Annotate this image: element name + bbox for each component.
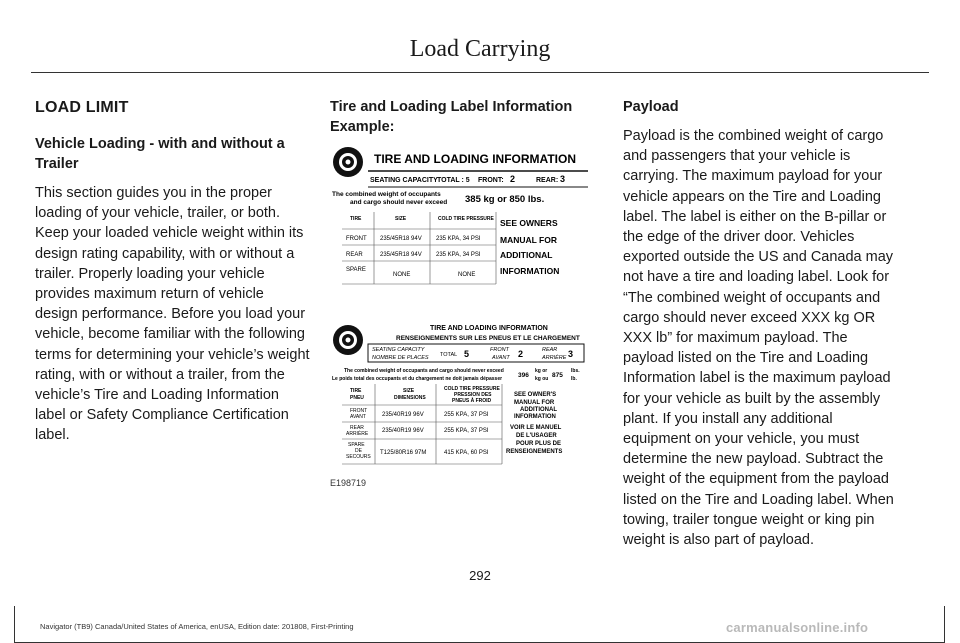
label-ca-col-pressure-1: COLD TIRE PRESSURE xyxy=(444,386,500,392)
label-ca-col-size-fr: DIMENSIONS xyxy=(394,395,426,401)
label-ca-row-front-pressure: 255 KPA, 37 PSI xyxy=(444,412,489,418)
tire-loading-label-us-graphic xyxy=(330,140,592,288)
label-us-row-spare-size: NONE xyxy=(393,272,411,278)
label-us-see-owners-4: INFORMATION xyxy=(500,266,560,276)
edition-footer: Navigator (TB9) Canada/United States of America, enUSA, Edition date: 201808, First-Printing xyxy=(40,622,354,631)
label-us-see-owners-3: ADDITIONAL xyxy=(500,250,553,260)
label-ca-rear-en: REAR xyxy=(542,347,558,353)
column-payload xyxy=(623,97,898,550)
label-ca-row-spare-fr: SECOURS xyxy=(346,454,371,460)
label-ca-see-owners-5: VOIR LE MANUEL xyxy=(510,425,562,431)
tire-loading-label-ca-graphic xyxy=(330,318,592,468)
label-ca-row-rear-fr: ARRIÈRE xyxy=(346,431,369,437)
footer-left-bar xyxy=(14,606,15,643)
label-ca-front-en: FRONT xyxy=(490,347,509,353)
label-ca-front-fr: AVANT xyxy=(492,355,510,361)
label-us-row-rear-tire: REAR xyxy=(346,252,363,258)
label-ca-kg-unit: kg or xyxy=(535,368,548,374)
label-ca-combined-en: The combined weight of occupants and cargo should never exceed xyxy=(344,368,504,374)
label-ca-rear-value: 3 xyxy=(568,349,574,359)
label-ca-kg-value: 396 xyxy=(518,372,529,379)
label-ca-row-spare-en: SPARE xyxy=(348,442,365,448)
column-load-limit xyxy=(35,97,310,446)
label-ca-see-owners-8: RENSEIGNEMENTS xyxy=(506,449,563,455)
label-ca-front-value: 2 xyxy=(518,349,524,359)
label-us-row-front-tire: FRONT xyxy=(346,236,367,242)
header-rule xyxy=(31,72,929,73)
footer-right-bar xyxy=(944,606,945,643)
label-ca-row-rear-en: REAR xyxy=(350,425,364,431)
label-us-combined-2: and cargo should never exceed xyxy=(350,199,448,206)
label-ca-title: TIRE AND LOADING INFORMATION xyxy=(430,325,548,332)
label-us-row-front-size: 235/45R18 94V xyxy=(380,236,422,242)
tire-icon xyxy=(333,147,363,177)
subsection-heading: Vehicle Loading - with and without a Trailer xyxy=(35,136,285,172)
label-us-row-spare-pressure: NONE xyxy=(458,272,476,278)
label-ca-row-front-fr: AVANT xyxy=(350,414,366,420)
section-heading: LOAD LIMIT xyxy=(35,99,129,116)
label-ca-col-tire-fr: PNEU xyxy=(350,395,364,401)
label-ca-row-spare-mid: DE xyxy=(355,448,362,454)
label-us-see-owners-2: MANUAL FOR xyxy=(500,235,557,245)
label-ca-combined-fr: Le poids total des occupants et du chargement ne doit jamais dépasser xyxy=(332,376,503,382)
label-ca-lb-unit-fr: lb. xyxy=(571,376,577,382)
image-id: E198719 xyxy=(330,478,367,488)
tire-icon xyxy=(333,325,363,355)
label-us-front-value: 2 xyxy=(510,174,516,184)
label-ca-kg-unit-fr: kg ou xyxy=(535,376,549,382)
label-ca-row-spare-pressure: 415 KPA, 60 PSI xyxy=(444,450,489,456)
label-us-combined-1: The combined weight of occupants xyxy=(332,191,441,198)
label-us-row-spare-tire: SPARE xyxy=(346,267,366,273)
label-ca-see-owners-1: SEE OWNER'S xyxy=(514,392,557,398)
label-us-row-front-pressure: 235 KPA, 34 PSI xyxy=(436,236,481,242)
label-us-weight: 385 kg or 850 lbs. xyxy=(465,194,545,205)
label-ca-see-owners-2: MANUAL FOR xyxy=(514,400,555,406)
label-ca-row-rear-pressure: 255 KPA, 37 PSI xyxy=(444,428,489,434)
label-ca-see-owners-4: INFORMATION xyxy=(514,414,556,420)
page-header-title: Load Carrying xyxy=(409,36,551,62)
label-us-front: FRONT: xyxy=(478,177,504,184)
label-ca-see-owners-7: POUR PLUS DE xyxy=(516,441,562,447)
label-us-col-pressure: COLD TIRE PRESSURE xyxy=(438,216,494,222)
label-ca-see-owners-6: DE L'USAGER xyxy=(516,433,557,439)
label-ca-total-value: 5 xyxy=(464,349,470,359)
label-us-col-size: SIZE xyxy=(395,216,407,222)
label-us-total: TOTAL : 5 xyxy=(437,177,470,184)
label-ca-row-rear-size: 235/40R19 96V xyxy=(382,428,424,434)
label-us-see-owners-1: SEE OWNERS xyxy=(500,218,558,228)
label-ca-row-spare-size: T125/80R16 97M xyxy=(380,450,427,456)
label-ca-title-fr: RENSEIGNEMENTS SUR LES PNEUS ET LE CHARGEMENT xyxy=(396,335,580,342)
label-ca-row-front-en: FRONT xyxy=(350,408,368,414)
label-ca-col-tire-en: TIRE xyxy=(350,388,362,394)
label-ca-lb-value: 875 xyxy=(552,372,563,379)
tire-loading-label-us xyxy=(330,140,592,288)
label-us-row-rear-size: 235/45R18 94V xyxy=(380,252,422,258)
label-ca-see-owners-3: ADDITIONAL xyxy=(520,407,557,413)
payload-heading: Payload xyxy=(623,99,679,115)
label-us-title: TIRE AND LOADING INFORMATION xyxy=(374,152,576,166)
label-us-rear: REAR: xyxy=(536,177,559,184)
label-ca-row-front-size: 235/40R19 96V xyxy=(382,412,424,418)
column-label-example xyxy=(330,97,595,137)
tire-loading-label-ca xyxy=(330,318,592,468)
body-paragraph: This section guides you in the proper loading of your vehicle, trailer, or both. Keep your loaded vehicle weight within its design rating capability, with or without a trailer. Properly loading your vehicle provides maximum return of vehicle design performance. Before you load your vehicle, become familiar with the following terms for determining your vehicle’s weight rating, with or without a trailer, from the vehicle’s Tire and Loading Information label or Safety Compliance Certification label. xyxy=(35,185,310,444)
label-ca-seating-en: SEATING CAPACITY xyxy=(372,347,425,353)
label-ca-see-owners xyxy=(506,392,562,455)
payload-paragraph: Payload is the combined weight of cargo and passengers that your vehicle is carrying. The maximum payload for your vehicle appears on the Tire and Loading label. The label is either on the B-pillar or the edge of the driver door. Vehicles exported outside the US and Canada may not have a tire and loading label. Look for “The combined weight of occupants and cargo should never exceed XXX kg OR XXX lb” for maximum payload. The payload listed on the Tire and Loading Information label is the maximum payload for your vehicle as built by the assembly plant. If you install any additional equipment on your vehicle, you must determine the new payload. Subtract the weight of the equipment from the payload listed on the Tire and Loading label. When towing, trailer tongue weight or king pin weight is also part of payload. xyxy=(623,128,894,549)
watermark-text: carmanualsonline.info xyxy=(726,620,869,635)
label-ca-rear-fr: ARRIÈRE xyxy=(542,355,567,361)
label-ca-seating-fr: NOMBRE DE PLACES xyxy=(372,355,429,361)
label-us-row-rear-pressure: 235 KPA, 34 PSI xyxy=(436,252,481,258)
label-ca-total: TOTAL xyxy=(440,352,458,358)
label-ca-col-pressure-3: PNEUS À FROID xyxy=(452,398,492,404)
label-us-col-tire: TIRE xyxy=(350,216,362,222)
page-number: 292 xyxy=(469,568,491,583)
label-us-rear-value: 3 xyxy=(560,174,566,184)
label-ca-col-size-en: SIZE xyxy=(403,388,415,394)
label-ca-lb-unit: lbs. xyxy=(571,368,580,374)
label-ca-col-pressure-2: PRESSION DES xyxy=(454,392,492,398)
label-example-heading: Tire and Loading Label Information Example: xyxy=(330,99,573,135)
label-us-seating: SEATING CAPACITY xyxy=(370,177,438,184)
